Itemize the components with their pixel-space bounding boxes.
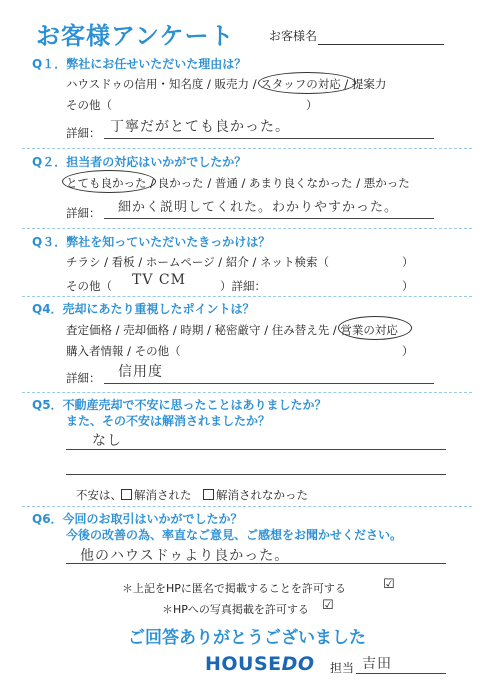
q2-detail-line xyxy=(104,218,434,219)
thanks-message: ご回答ありがとうございました xyxy=(128,628,366,648)
q2-selected-circle xyxy=(62,170,156,193)
consent-photo: ＊HPへの写真掲載を許可する xyxy=(162,603,309,616)
survey-title: お客様アンケート xyxy=(36,22,235,50)
separator xyxy=(22,148,472,149)
q5-option-unresolved[interactable] xyxy=(203,487,308,503)
q4-detail-line xyxy=(104,383,434,384)
q4-options2-close: ） xyxy=(402,344,414,358)
q1-detail-answer[interactable]: 丁寧だがとても良かった。 xyxy=(110,119,290,135)
logo-text-house: HOUSE xyxy=(205,653,282,675)
customer-name-field[interactable] xyxy=(318,44,444,45)
q1-options: ハウスドゥの信用・知名度 / 販売力 / スタッフの対応 / 提案力 xyxy=(66,77,387,91)
separator xyxy=(22,228,472,229)
consent-photo-check-icon[interactable]: ☑ xyxy=(322,598,334,613)
separator xyxy=(22,392,472,393)
logo-text-do: DO xyxy=(281,653,315,675)
q3-detail-label: ）詳細： xyxy=(220,279,266,293)
q3-options-close: ） xyxy=(402,255,414,269)
q3-other-answer[interactable]: TV CM xyxy=(132,272,186,288)
q5-option-resolved[interactable] xyxy=(121,487,192,503)
checkbox-resolved[interactable] xyxy=(121,489,132,500)
housedo-logo xyxy=(205,653,315,675)
consent-anonymous-check-icon[interactable]: ☑ xyxy=(383,577,395,592)
q3-other-close: ） xyxy=(402,279,414,293)
q2-options: とても良かった / 良かった / 普通 / あまり良くなかった / 悪かった xyxy=(66,176,410,190)
separator xyxy=(22,506,472,507)
staff-name-line xyxy=(356,673,446,674)
q1-other-label: その他（ xyxy=(66,98,112,112)
q6-question-line1: Q6．今回のお取引はいかがでしたか？ xyxy=(32,512,243,526)
q2-detail-answer[interactable]: 細かく説明してくれた。わかりやすかった。 xyxy=(118,200,399,215)
q5-answer[interactable]: なし xyxy=(92,433,122,449)
q5-answer-line1 xyxy=(66,449,446,450)
q3-other-label: その他（ xyxy=(66,279,112,293)
q1-detail-line xyxy=(104,138,434,139)
q3-question: Q３．弊社を知っていただいたきっかけは？ xyxy=(32,235,271,249)
q3-options: チラシ / 看板 / ホームページ / 紹介 / ネット検索（ xyxy=(66,255,330,269)
q1-selected-circle xyxy=(258,72,356,94)
q5-answer-line2 xyxy=(66,474,446,475)
consent-anonymous: ＊上記をHPに匿名で掲載することを許可する xyxy=(122,582,346,595)
q4-detail-answer[interactable]: 信用度 xyxy=(118,364,163,380)
q4-selected-circle xyxy=(338,316,412,340)
checkbox-unresolved[interactable] xyxy=(203,489,214,500)
q4-detail-label: 詳細： xyxy=(66,371,101,385)
q4-options-row1: 査定価格 / 売却価格 / 時期 / 秘密厳守 / 住み替え先 / 営業の対応 xyxy=(66,323,398,337)
separator xyxy=(22,296,472,297)
q1-detail-label: 詳細： xyxy=(66,126,101,140)
customer-name-label: お客様名 xyxy=(269,29,318,43)
q5-option-resolved-text: 解消された xyxy=(134,488,192,502)
q4-options-row2: 購入者情報 / その他（ xyxy=(66,344,181,358)
q1-question: Q１．弊社にお任せいただいた理由は？ xyxy=(32,57,247,71)
q6-answer[interactable]: 他のハウスドゥより良かった。 xyxy=(80,548,290,564)
q6-answer-line xyxy=(66,563,446,564)
staff-name[interactable]: 吉田 xyxy=(362,656,392,672)
q5-option-unresolved-text: 解消されなかった xyxy=(216,488,308,502)
q5-status-label: 不安は、 xyxy=(76,488,122,502)
q5-question-line1: Q5．不動産売却で不安に思ったことはありましたか？ xyxy=(32,398,327,412)
staff-label: 担当 xyxy=(330,661,355,675)
q5-question-line2: また、その不安は解消されましたか？ xyxy=(66,414,271,428)
q2-detail-label: 詳細： xyxy=(66,206,101,220)
q6-question-line2: 今後の改善の為、率直なご意見、ご感想をお聞かせください。 xyxy=(66,528,403,542)
q2-question: Q２．担当者の対応はいかがでしたか？ xyxy=(32,155,247,169)
q1-other-close: ） xyxy=(306,98,318,112)
q4-question: Q4．売却にあたり重視したポイントは？ xyxy=(32,302,255,316)
